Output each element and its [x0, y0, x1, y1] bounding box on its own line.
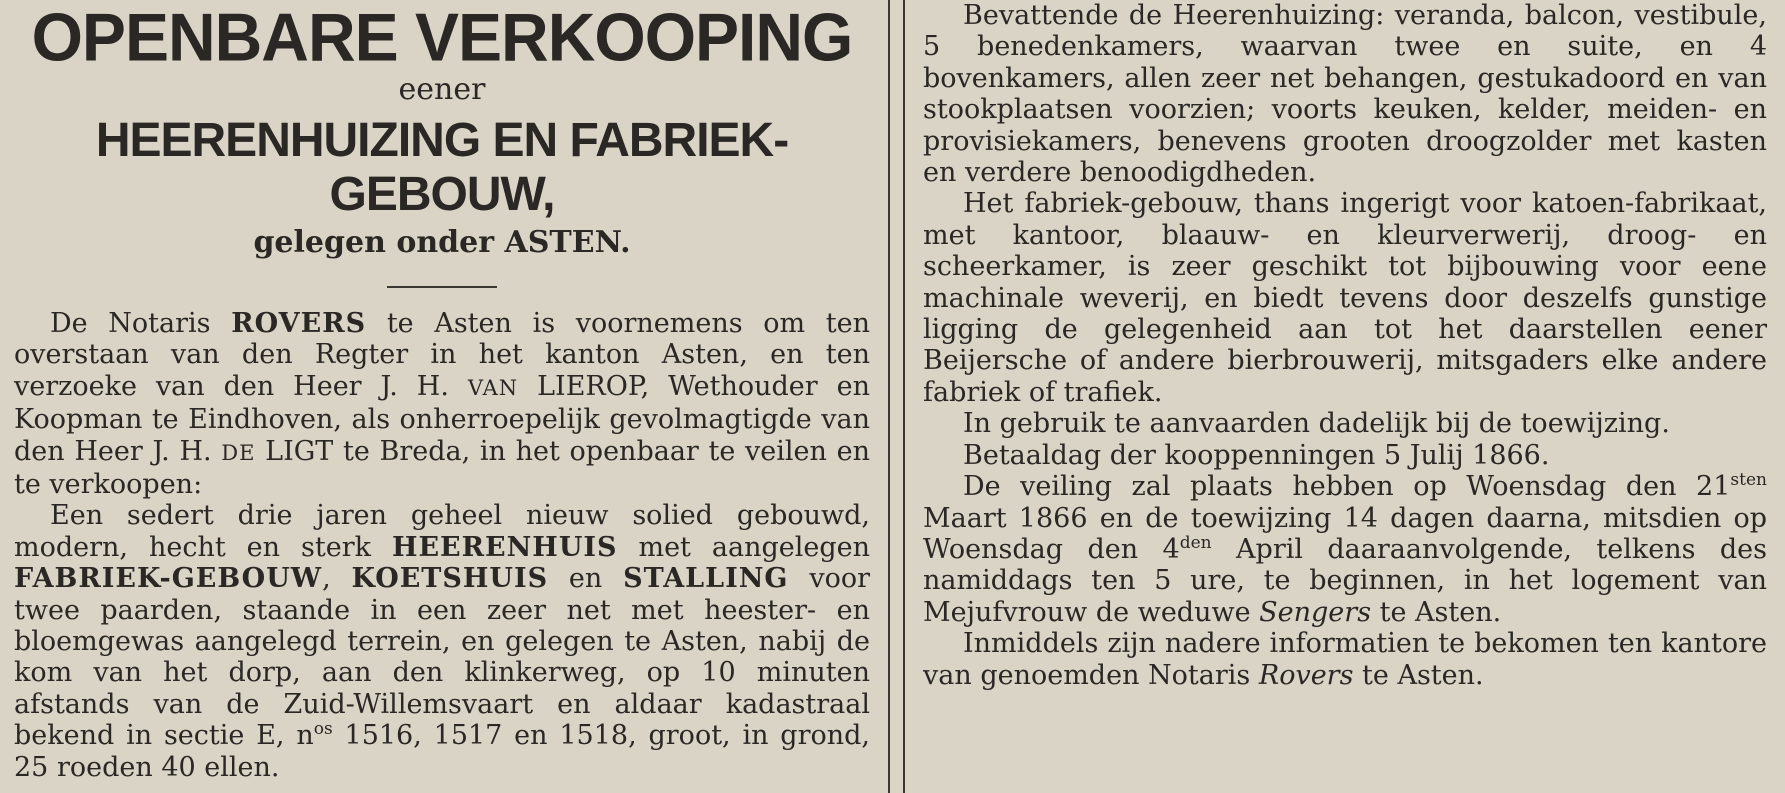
paragraph-possession: In gebruik te aanvaarden dadelijk bij de toewijzing. [963, 408, 1670, 440]
article-word: eener [398, 72, 486, 107]
paragraph-house-contents: Bevattende de Heerenhuizing: veranda, balcon, vestibule, 5 benedenkamers, waarvan twee en suite, en 4 bovenkamers, allen zeer net behangen, gestukadoord en van stookplaatsen voorzien; voorts keuken, kelder, meiden- en provisiekamers, benevens grooten droogzolder met kasten en verdere benoodigdheden. [923, 0, 1767, 189]
paragraph-payday: Betaaldag der kooppenningen 5 Julij 1866. [963, 439, 1550, 471]
left-column [0, 0, 890, 793]
paragraph-factory: Het fabriek-gebouw, thans ingerigt voor katoen-fabrikaat, met kantoor, blaauw- en kleurverwerij, droog- en scheerkamer, is zeer geschikt tot bijbouwing voor eene machinale weverij, en biedt tevens door deszelfs gunstige ligging de gelegenheid aan tot het daarstellen eener Beijersche of andere bierbrouwerij, mitsgaders elke andere fabriek of trafiek. [923, 188, 1767, 408]
subheadline: HEERENHUIZING EN FABRIEK-GEBOUW, [95, 114, 789, 221]
divider-rule [387, 286, 497, 288]
right-column [903, 0, 1785, 793]
paragraph-property: Een sedert drie jaren geheel nieuw solied gebouwd, modern, hecht en sterk HEERENHUIS met aangelegen FABRIEK-GEBOUW, KOETSHUIS en STALLING voor twee paarden, staande in een zeer net met heester- en bloemgewas aangelegd terrein, en gelegen te Asten, nabij de kom van het dorp, aan den klinkerweg, op 10 minuten afstands van de Zuid-Willemsvaart en aldaar kadastraal bekend in sectie E, $n^{os}$ 1516, 1517 en 1518, groot, in grond, 25 roeden 40 ellen. [14, 500, 871, 783]
location-line: gelegen onder ASTEN. [253, 225, 631, 260]
paragraph-notary: De Notaris ROVERS te Asten is voornemens om ten overstaan van den Regter in het kanton Asten, en ten verzoeke van den Heer J. H. VAN LIEROP, Wethouder en Koopman te Eindhoven, als onherroepelijk gevolmagtigde van den Heer J. H. DE LIGT te Breda, in het openbaar te veilen en te verkoopen: [14, 308, 870, 501]
paragraph-information: Inmiddels zijn nadere informatien te bekomen ten kantore van genoemden Notaris Rovers te Asten. [923, 628, 1767, 691]
headline: OPENBARE VERKOOPING [31, 0, 853, 75]
paragraph-auction-dates: De veiling zal plaats hebben op Woensdag den $21^{sten}$ Maart 1866 en de toewijzing 14 dagen daarna, mitsdien op Woensdag den $4^{den}$ April daaraanvolgende, telkens des namiddags ten 5 ure, te beginnen, in het logement van Mejufvrouw de weduwe Sengers te Asten. [923, 470, 1767, 628]
